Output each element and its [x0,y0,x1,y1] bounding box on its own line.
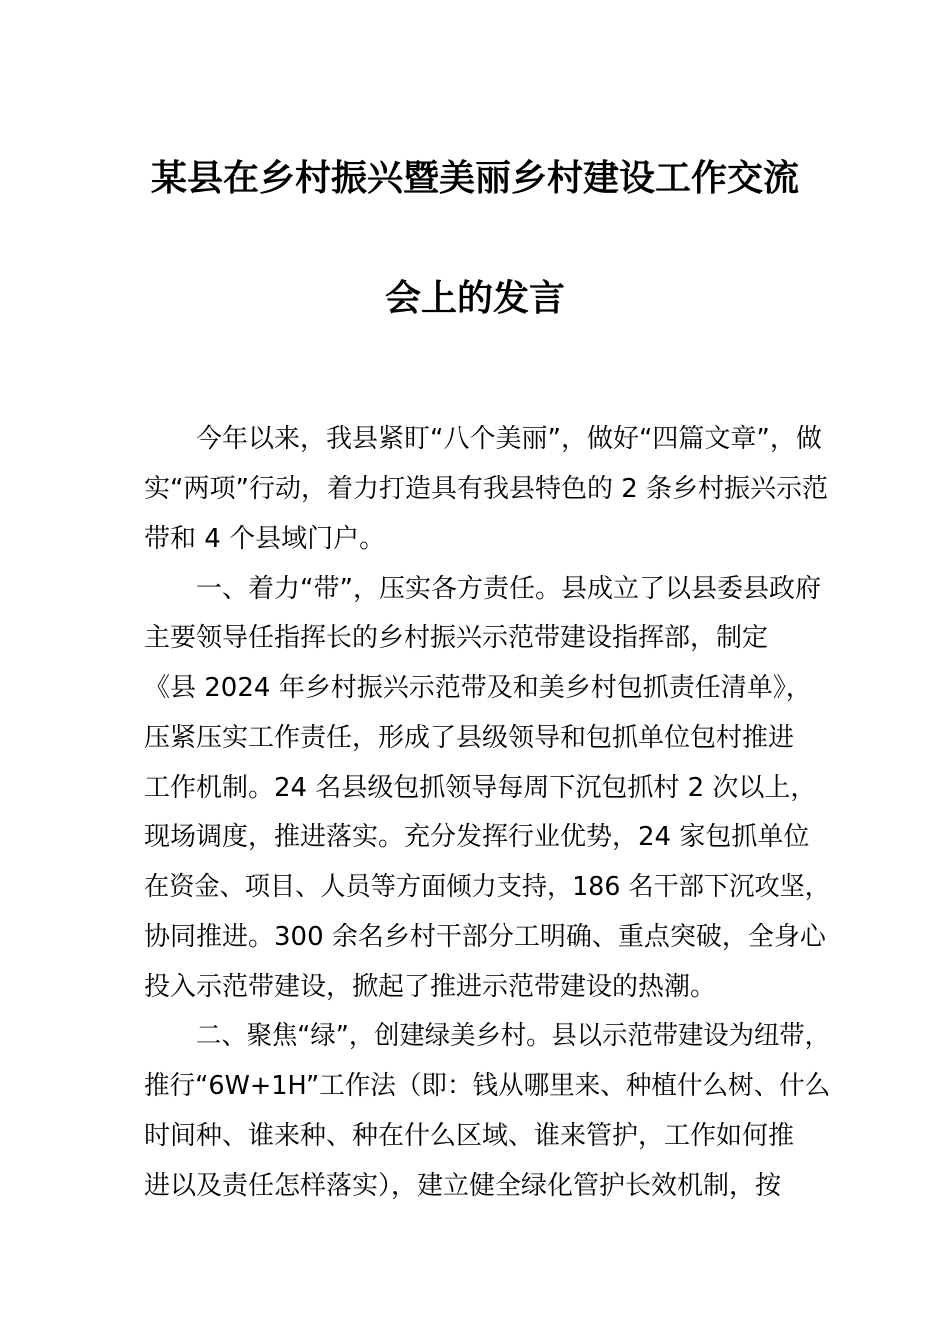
body-line: 工作机制。24 名县级包抓领导每周下沉包抓村 2 次以上， [144,773,817,803]
body-line: 今年以来，我县紧盯“八个美丽”，做好“四篇文章”，做 [196,424,822,454]
body-line: 实“两项”行动，着力打造具有我县特色的 2 条乡村振兴示范 [144,474,829,504]
body-line: 时间种、谁来种、种在什么区域、谁来管护，工作如何推 [144,1121,795,1151]
body-line: 协同推进。300 余名乡村干部分工明确、重点突破，全身心 [144,922,826,952]
body-line: 现场调度，推进落实。充分发挥行业优势，24 家包抓单位 [144,822,810,852]
body-line: 二、聚焦“绿”，创建绿美乡村。县以示范带建设为纽带， [196,1021,830,1051]
body-line: 推行“6W+1H”工作法（即：钱从哪里来、种植什么树、什么 [144,1071,831,1101]
body-line: 主要领导任指挥长的乡村振兴示范带建设指挥部，制定 [144,623,769,653]
body-line: 带和 4 个县域门户。 [144,524,386,554]
document-title-line-1: 某县在乡村振兴暨美丽乡村建设工作交流 [150,158,799,199]
body-line: 《县 2024 年乡村振兴示范带及和美乡村包抓责任清单》， [144,673,812,703]
body-line: 压紧压实工作责任，形成了县级领导和包抓单位包村推进 [144,723,795,753]
body-line: 在资金、项目、人员等方面倾力支持，186 名干部下沉攻坚， [144,872,830,902]
body-line: 进以及责任怎样落实），建立健全绿化管护长效机制，按 [144,1171,782,1201]
document-title-line-2: 会上的发言 [384,278,565,319]
body-line: 一、着力“带”，压实各方责任。县成立了以县委县政府 [196,574,821,604]
body-line: 投入示范带建设，掀起了推进示范带建设的热潮。 [144,972,717,1002]
